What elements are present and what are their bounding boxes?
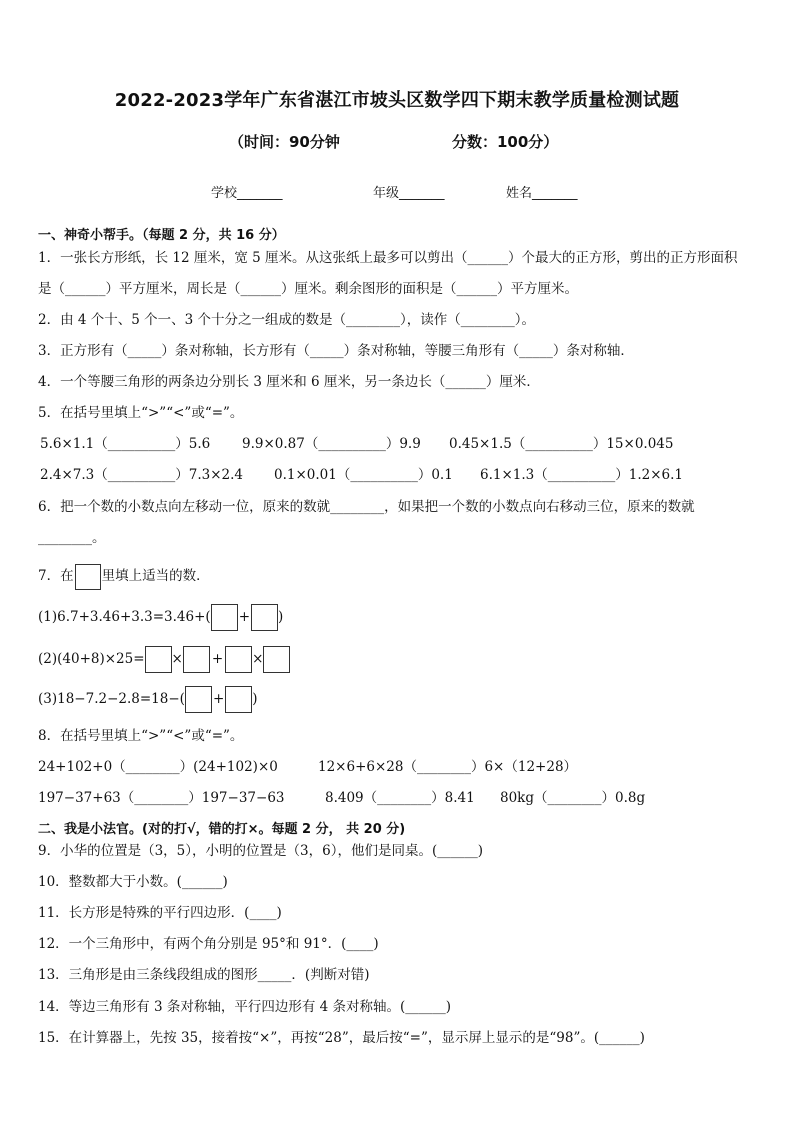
question-13: 13．三角形是由三条线段组成的图形_____．(判断对错) xyxy=(38,967,370,983)
answer-box[interactable] xyxy=(75,564,101,590)
q8-item: 80kg（________）0.8g xyxy=(500,790,646,806)
answer-box[interactable] xyxy=(225,686,252,713)
question-1-line2: 是（______）平方厘米，周长是（______）厘米。剩余图形的面积是（______）平方厘米。 xyxy=(38,281,578,297)
q5-item: 0.1×0.01（__________）0.1 xyxy=(274,467,453,483)
q5-item: 0.45×1.5（__________）15×0.045 xyxy=(449,436,674,452)
name-field: 姓名_______ xyxy=(506,186,578,201)
exam-time: （时间：90分钟 xyxy=(229,133,340,151)
answer-box[interactable] xyxy=(183,646,210,673)
q8-item: 12×6+6×28（________）6×（12+28） xyxy=(318,759,578,775)
question-11: 11．长方形是特殊的平行四边形．(____) xyxy=(38,905,282,921)
grade-field: 年级_______ xyxy=(373,186,445,201)
answer-box[interactable] xyxy=(225,646,252,673)
plus-sign: + xyxy=(211,650,224,667)
question-2: 2．由 4 个十、5 个一、3 个十分之一组成的数是（________），读作（________）。 xyxy=(38,312,536,328)
close-paren: ) xyxy=(278,608,284,625)
q5-item: 2.4×7.3（__________）7.3×2.4 xyxy=(40,467,244,483)
question-8: 8．在括号里填上“>”“<”或“=”。 xyxy=(38,728,244,744)
q5-item: 5.6×1.1（__________）5.6 xyxy=(40,436,211,452)
question-7-1 xyxy=(38,604,283,631)
times-sign: × xyxy=(171,650,183,667)
question-1-line1: 1．一张长方形纸，长 12 厘米，宽 5 厘米。从这张纸上最多可以剪出（______）个最大的正方形，剪出的正方形面积 xyxy=(38,250,738,266)
q8-item: 8.409（________）8.41 xyxy=(325,790,475,806)
answer-box[interactable] xyxy=(211,604,238,631)
question-7-2 xyxy=(38,646,290,673)
q5-item: 9.9×0.87（__________）9.9 xyxy=(242,436,421,452)
question-9: 9．小华的位置是（3，5），小明的位置是（3，6），他们是同桌。(______) xyxy=(38,843,483,859)
question-3: 3．正方形有（_____）条对称轴，长方形有（_____）条对称轴，等腰三角形有（_____）条对称轴． xyxy=(38,343,634,359)
question-7 xyxy=(38,564,210,590)
exam-score: 分数：100分） xyxy=(452,133,559,151)
page-title: 2022-2023学年广东省湛江市坡头区数学四下期末教学质量检测试题 xyxy=(114,90,680,111)
q7-3-expression: (3)18−7.2−2.8=18−( xyxy=(38,690,185,707)
section2-heading: 二、我是小法官。(对的打√，错的打×。每题 2 分， 共 20 分) xyxy=(38,822,406,837)
plus-sign: + xyxy=(212,690,225,707)
question-7-3 xyxy=(38,686,258,713)
times-sign: × xyxy=(252,650,264,667)
question-14: 14．等边三角形有 3 条对称轴，平行四边形有 4 条对称轴。(______) xyxy=(38,999,452,1015)
q5-item: 6.1×1.3（__________）1.2×6.1 xyxy=(480,467,684,483)
q7-text-a: 7．在 xyxy=(38,568,74,585)
section1-heading: 一、神奇小帮手。（每题 2 分，共 16 分） xyxy=(38,228,285,243)
answer-box[interactable] xyxy=(263,646,290,673)
question-4: 4．一个等腰三角形的两条边分别长 3 厘米和 6 厘米，另一条边长（______）厘米． xyxy=(38,374,540,390)
answer-box[interactable] xyxy=(185,686,212,713)
question-6-line2: ________。 xyxy=(38,530,106,546)
q7-2-expression: (2)(40+8)×25= xyxy=(38,650,145,667)
q7-1-expression: (1)6.7+3.46+3.3=3.46+( xyxy=(38,608,211,625)
question-5: 5．在括号里填上“>”“<”或“=”。 xyxy=(38,405,244,421)
question-10: 10．整数都大于小数。(______) xyxy=(38,874,228,890)
q7-text-b: 里填上适当的数． xyxy=(101,568,210,585)
school-field: 学校_______ xyxy=(211,186,283,201)
close-paren: ) xyxy=(252,690,258,707)
question-6-line1: 6．把一个数的小数点向左移动一位，原来的数就________，如果把一个数的小数点向右移动三位，原来的数就 xyxy=(38,499,695,515)
question-15: 15．在计算器上，先按 35，接着按“×”，再按“28”，最后按“=”，显示屏上显示的是“98”。(______) xyxy=(38,1030,645,1046)
question-12: 12．一个三角形中，有两个角分别是 95°和 91°．(____) xyxy=(38,936,379,952)
q8-item: 197−37+63（________）197−37−63 xyxy=(38,790,285,806)
q8-item: 24+102+0（________）(24+102)×0 xyxy=(38,759,278,775)
answer-box[interactable] xyxy=(145,646,172,673)
plus-sign: + xyxy=(238,608,251,625)
answer-box[interactable] xyxy=(251,604,278,631)
